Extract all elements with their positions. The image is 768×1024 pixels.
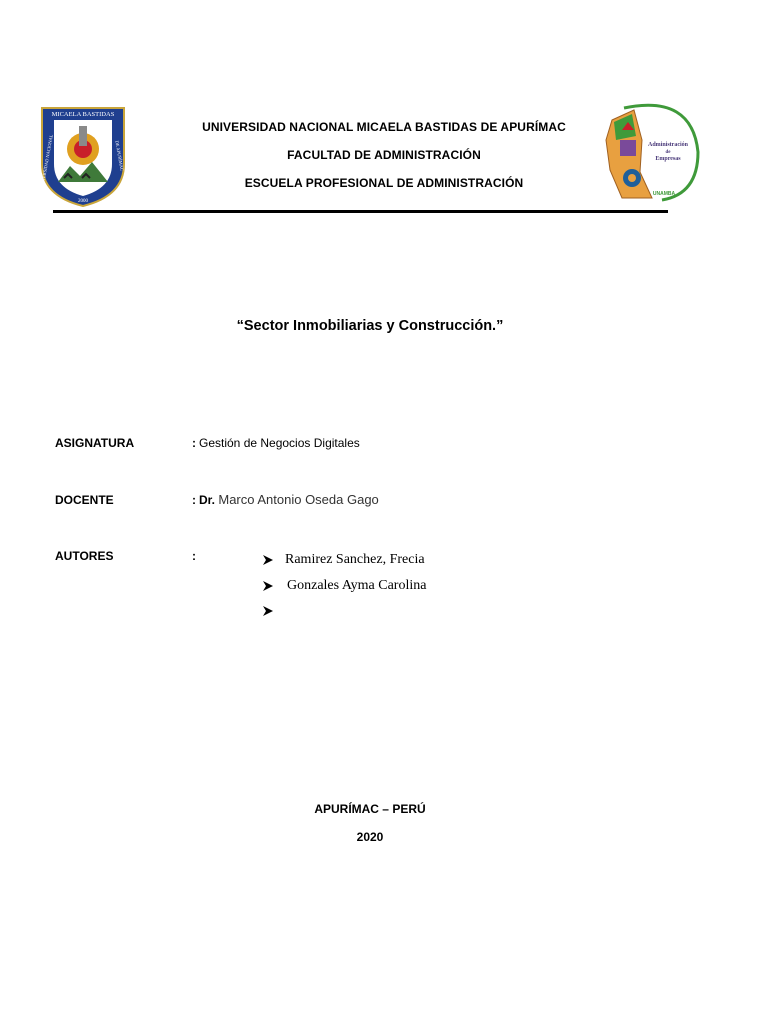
header-divider [53,210,668,213]
author-name: Ramirez Sanchez, Frecia [285,552,425,567]
seal-left-text: UNIVERSIDAD NACIONAL [39,134,54,190]
place-text: APURÍMAC – PERÚ [314,802,426,816]
faculty-name: FACULTAD DE ADMINISTRACIÓN [287,148,481,162]
docente-value: Marco Antonio Oseda Gago [218,492,379,507]
emblem-text-4: UNAMBA [652,191,676,197]
docente-value-wrap [199,492,379,507]
arrowhead-bullet-icon [262,605,274,617]
arrowhead-bullet-icon [262,554,274,566]
year-text: 2020 [356,830,384,844]
autores-label: AUTORES [55,549,114,563]
seal-year-text: 2000 [78,199,88,204]
seal-top-text: MICAELA BASTIDAS [51,111,115,118]
autores-colon: : [192,549,196,563]
author-name: Gonzales Ayma Carolina [287,578,427,593]
docente-prefix: Dr. [199,493,216,507]
arrowhead-bullet-icon [262,580,274,592]
author-list-item [262,576,426,596]
docente-label: DOCENTE [55,493,114,507]
emblem-text-1: Administración [647,142,689,148]
asignatura-value: Gestión de Negocios Digitales [199,436,360,450]
asignatura-colon: : [192,436,196,450]
author-list-item [262,550,425,570]
docente-colon: : [192,493,196,507]
emblem-text-3: Empresas [655,156,681,162]
university-name: UNIVERSIDAD NACIONAL MICAELA BASTIDAS DE APURÍMAC [202,120,566,134]
school-name: ESCUELA PROFESIONAL DE ADMINISTRACIÓN [244,176,524,190]
document-title: “Sector Inmobiliarias y Construcción.” [236,318,504,334]
author-list-item [262,601,285,621]
asignatura-label: ASIGNATURA [55,436,135,450]
emblem-text-2: de [665,150,671,155]
seal-right-text: DE APURÍMAC [114,140,125,172]
